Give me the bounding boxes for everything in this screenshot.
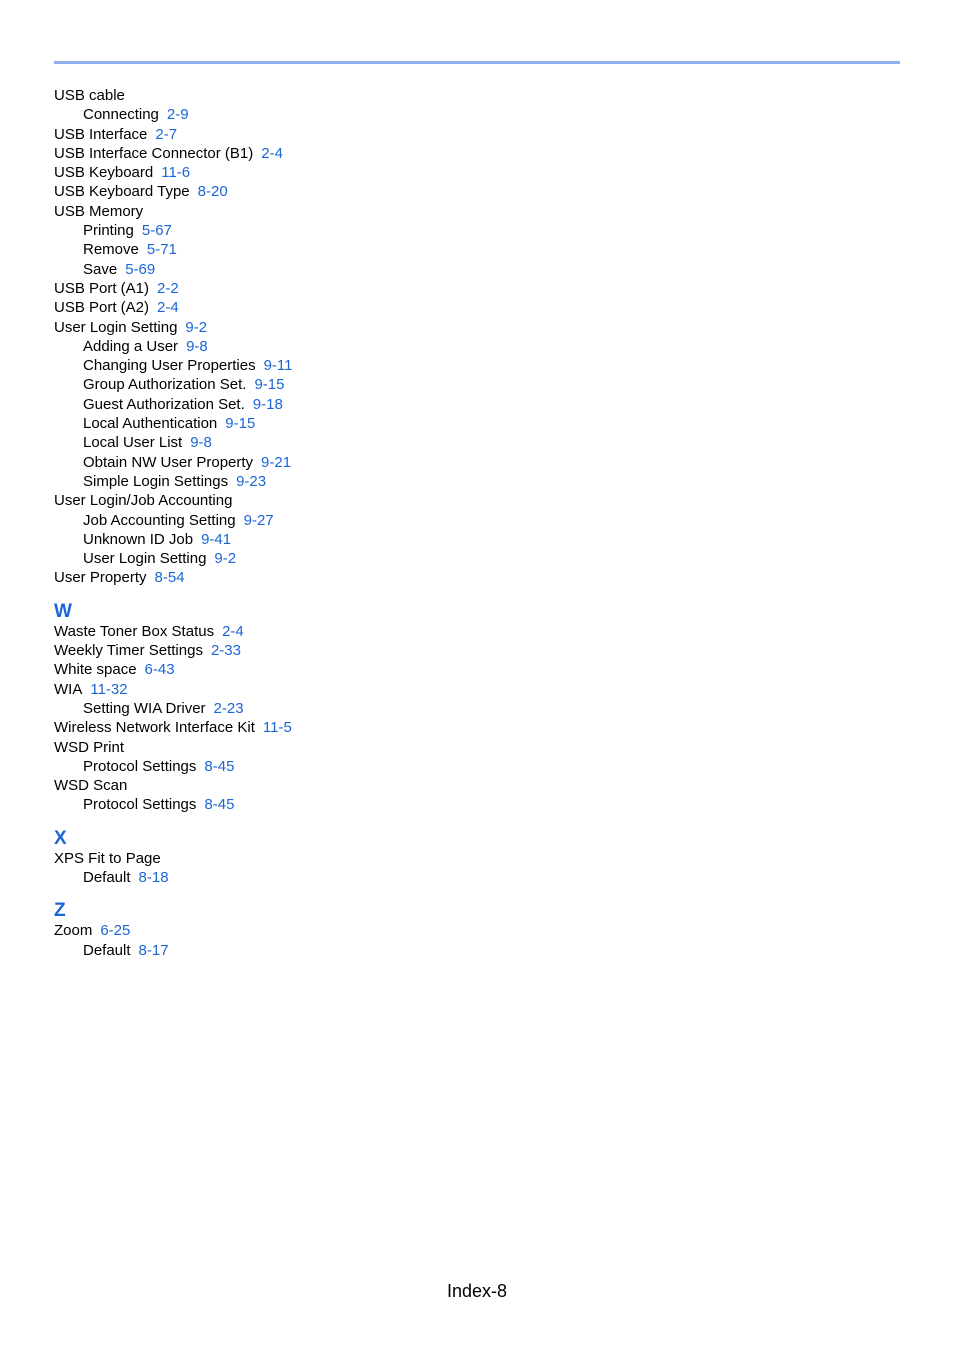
page-reference-link[interactable]: 9-15 xyxy=(225,415,256,433)
page-reference-link[interactable]: 2-2 xyxy=(157,279,179,297)
index-subentry xyxy=(54,356,474,375)
page-reference-link[interactable]: 11-6 xyxy=(161,164,191,182)
index-subentry xyxy=(54,105,474,124)
index-term: Local Authentication xyxy=(83,415,218,433)
index-subentry xyxy=(54,699,474,718)
index-term: Group Authorization Set. xyxy=(83,376,247,394)
index-subentry xyxy=(54,941,474,960)
index-entry xyxy=(54,202,474,221)
index-entry xyxy=(54,125,474,144)
index-subentry xyxy=(54,337,474,356)
index-subentry xyxy=(54,240,474,259)
index-term: USB Interface xyxy=(54,125,148,143)
page-reference-link[interactable]: 2-4 xyxy=(261,144,283,162)
index-subentry xyxy=(54,414,474,433)
index-subentry xyxy=(54,260,474,279)
index-term: Unknown ID Job xyxy=(83,530,194,548)
index-entry xyxy=(54,163,474,182)
page-reference-link[interactable]: 9-11 xyxy=(263,357,293,375)
index-subentry xyxy=(54,453,474,472)
index-subentry xyxy=(54,511,474,530)
index-entry xyxy=(54,921,474,940)
index-term: WIA xyxy=(54,680,83,698)
index-term: Changing User Properties xyxy=(83,357,256,375)
index-term: USB Keyboard Type xyxy=(54,183,190,201)
index-subentry xyxy=(54,757,474,776)
page-reference-link[interactable]: 9-2 xyxy=(185,318,208,336)
index-term: WSD Print xyxy=(54,738,125,756)
index-entry xyxy=(54,86,474,105)
page-reference-link[interactable]: 8-54 xyxy=(154,569,185,587)
page-reference-link[interactable]: 2-4 xyxy=(157,299,179,317)
page-reference-link[interactable]: 5-69 xyxy=(125,260,156,278)
page-reference-link[interactable]: 8-18 xyxy=(138,868,169,886)
index-term: Default xyxy=(83,868,131,886)
index-term: User Login Setting xyxy=(54,318,178,336)
page-reference-link[interactable]: 6-25 xyxy=(100,922,131,940)
index-term: Guest Authorization Set. xyxy=(83,395,245,413)
header-rule xyxy=(54,61,900,64)
page-reference-link[interactable]: 5-67 xyxy=(141,222,172,240)
index-term: USB Port (A1) xyxy=(54,279,150,297)
index-term: USB Memory xyxy=(54,202,144,220)
page-reference-link[interactable]: 5-71 xyxy=(146,241,177,259)
page-reference-link[interactable]: 9-8 xyxy=(186,337,208,355)
index-term: User Login Setting xyxy=(83,550,207,568)
index-subentry xyxy=(54,530,474,549)
index-term: Printing xyxy=(83,222,134,240)
page-number: Index-8 xyxy=(446,1281,508,1301)
page-reference-link[interactable]: 2-23 xyxy=(213,699,244,717)
index-term: Obtain NW User Property xyxy=(83,453,254,471)
page-reference-link[interactable]: 8-17 xyxy=(138,941,169,959)
index-term: USB Port (A2) xyxy=(54,299,150,317)
index-entry xyxy=(54,622,474,641)
page-reference-link[interactable]: 6-43 xyxy=(144,661,175,679)
index-term: Waste Toner Box Status xyxy=(54,622,215,640)
index-entry xyxy=(54,318,474,337)
index-entry xyxy=(54,298,474,317)
index-entry xyxy=(54,776,474,795)
page-reference-link[interactable]: 9-27 xyxy=(243,511,274,529)
section-letter: Z xyxy=(54,900,66,922)
index-entry xyxy=(54,144,474,163)
index-entry xyxy=(54,568,474,587)
index-term: White space xyxy=(54,661,137,679)
index-entry xyxy=(54,738,474,757)
page-reference-link[interactable]: 11-32 xyxy=(90,680,128,698)
page-reference-link[interactable]: 9-2 xyxy=(214,550,237,568)
index-term: Weekly Timer Settings xyxy=(54,642,203,660)
index-term: User Property xyxy=(54,569,147,587)
index-term: Job Accounting Setting xyxy=(83,511,236,529)
page-reference-link[interactable]: 2-9 xyxy=(166,106,189,124)
page-reference-link[interactable]: 9-8 xyxy=(190,434,212,452)
index-list xyxy=(54,86,474,960)
index-term: Connecting xyxy=(83,106,159,124)
index-term: USB Interface Connector (B1) xyxy=(54,144,254,162)
page-reference-link[interactable]: 9-23 xyxy=(236,472,267,490)
index-subentry xyxy=(54,395,474,414)
index-subentry xyxy=(54,375,474,394)
index-term: Adding a User xyxy=(83,337,179,355)
page-reference-link[interactable]: 9-18 xyxy=(252,395,283,413)
page-reference-link[interactable]: 2-33 xyxy=(210,642,241,660)
index-subentry xyxy=(54,795,474,814)
index-term: Save xyxy=(83,260,118,278)
page-reference-link[interactable]: 8-45 xyxy=(204,757,235,775)
page-reference-link[interactable]: 9-15 xyxy=(254,376,285,394)
index-term: Default xyxy=(83,941,131,959)
index-entry xyxy=(54,849,474,868)
index-term: WSD Scan xyxy=(54,777,128,795)
index-term: Wireless Network Interface Kit xyxy=(54,719,255,737)
index-term: Local User List xyxy=(83,434,183,452)
index-entry xyxy=(54,660,474,679)
section-letter: W xyxy=(54,600,72,622)
page-reference-link[interactable]: 9-21 xyxy=(261,453,292,471)
index-entry xyxy=(54,718,474,737)
index-term: User Login/Job Accounting xyxy=(54,492,233,510)
index-entry xyxy=(54,680,474,699)
index-subentry xyxy=(54,868,474,887)
page-reference-link[interactable]: 11-5 xyxy=(262,719,292,737)
index-term: USB Keyboard xyxy=(54,164,154,182)
index-subentry xyxy=(54,472,474,491)
index-term: Setting WIA Driver xyxy=(83,699,206,717)
page-reference-link[interactable]: 2-7 xyxy=(155,125,178,143)
index-term: Protocol Settings xyxy=(83,796,197,814)
index-term: Simple Login Settings xyxy=(83,472,229,490)
page-reference-link[interactable]: 8-45 xyxy=(204,796,235,814)
index-entry xyxy=(54,491,474,510)
index-term: USB cable xyxy=(54,87,125,104)
page-reference-link[interactable]: 8-20 xyxy=(197,183,228,201)
page-reference-link[interactable]: 2-4 xyxy=(222,622,244,640)
page-reference-link[interactable]: 9-41 xyxy=(201,530,232,548)
index-subentry xyxy=(54,221,474,240)
index-subentry xyxy=(54,549,474,568)
section-letter: X xyxy=(54,827,67,849)
index-term: XPS Fit to Page xyxy=(54,849,161,867)
index-entry xyxy=(54,641,474,660)
index-entry xyxy=(54,182,474,201)
index-term: Zoom xyxy=(54,922,93,940)
index-entry xyxy=(54,279,474,298)
index-term: Protocol Settings xyxy=(83,757,197,775)
index-term: Remove xyxy=(83,241,139,259)
index-subentry xyxy=(54,433,474,452)
